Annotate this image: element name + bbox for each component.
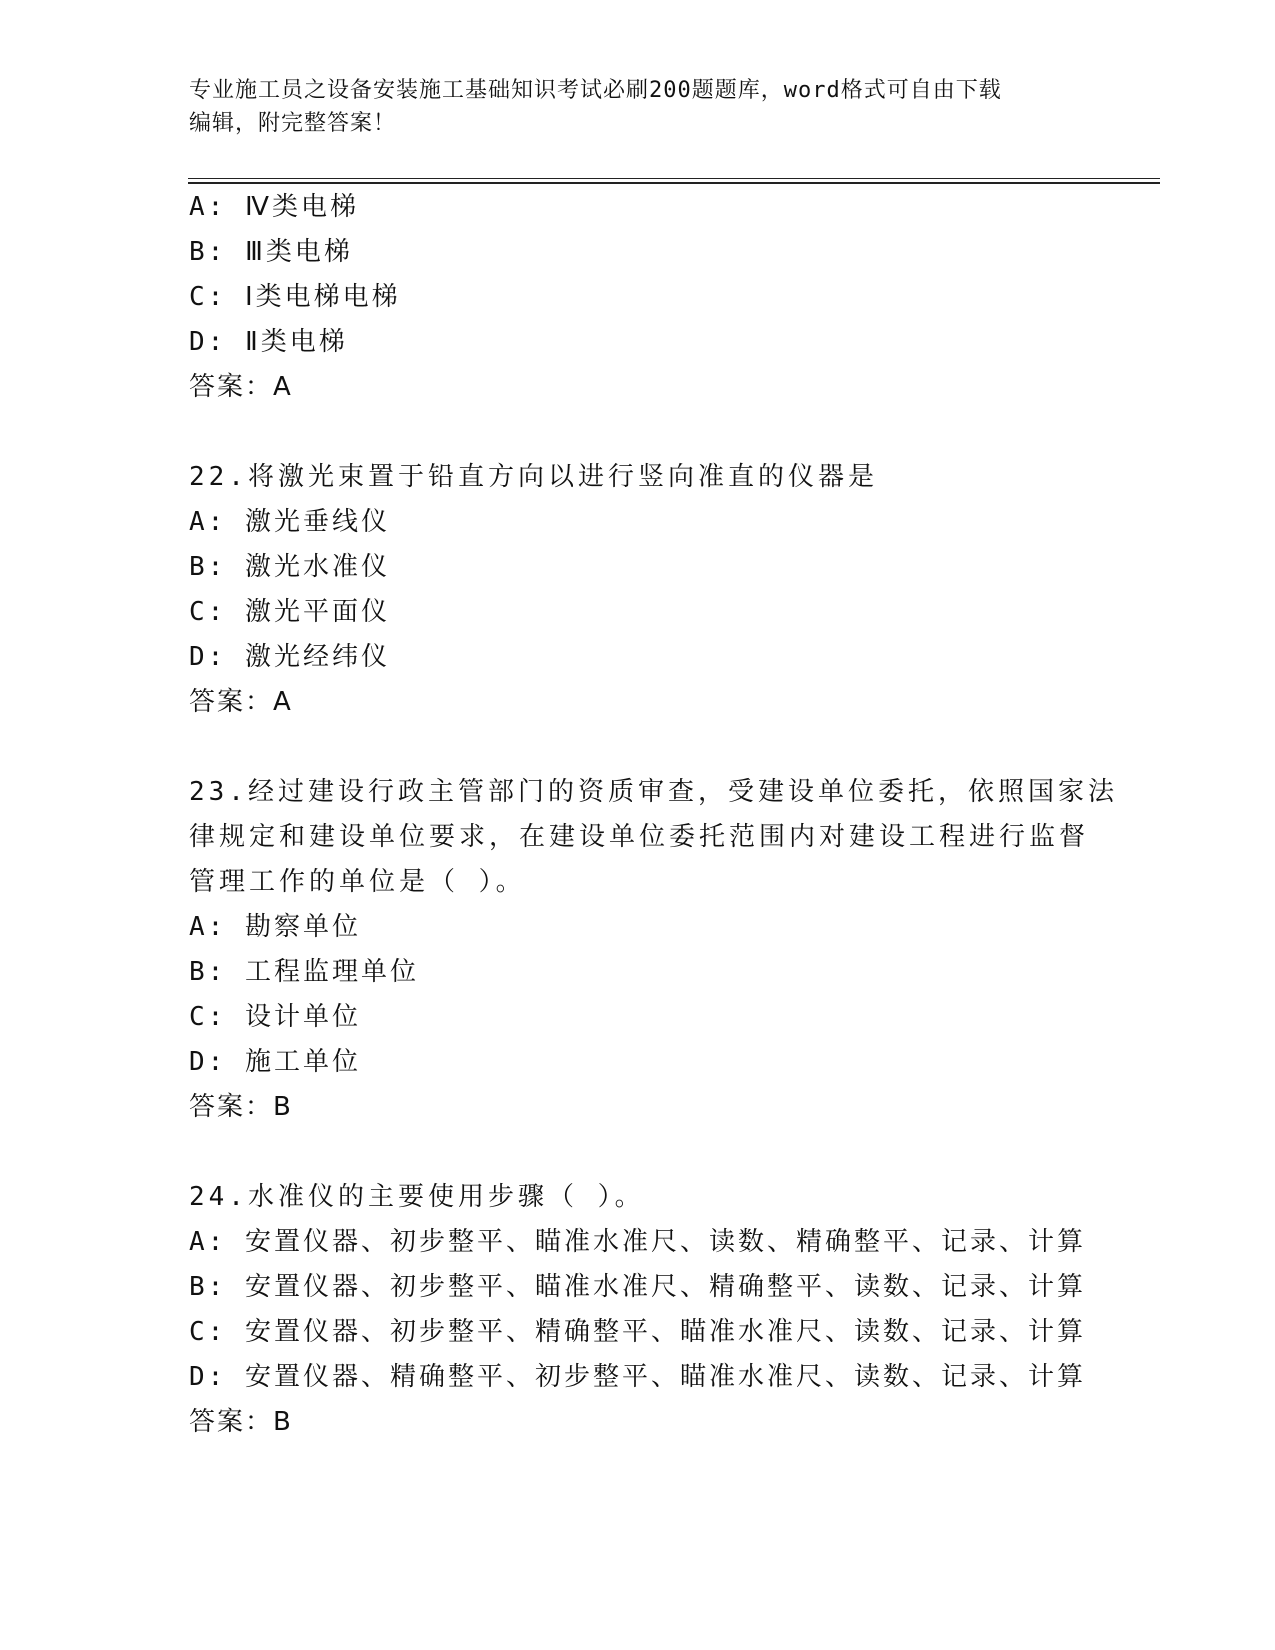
q23-question-line-2: 律规定和建设单位要求，在建设单位委托范围内对建设工程进行监督 (189, 822, 1090, 852)
q22-option-d: D: 激光经纬仪 (189, 642, 390, 672)
q23-answer: 答案：B (189, 1092, 293, 1122)
q24-question: 24.水准仪的主要使用步骤（ ）。 (189, 1182, 645, 1212)
header-line-1: 专业施工员之设备安装施工基础知识考试必刷200题题库，word格式可自由下载 (189, 78, 1002, 103)
header-divider (188, 178, 1160, 184)
q24-option-b: B: 安置仪器、初步整平、瞄准水准尺、精确整平、读数、记录、计算 (189, 1272, 1086, 1302)
q22-option-a: A: 激光垂线仪 (189, 507, 390, 537)
q22-option-c: C: 激光平面仪 (189, 597, 390, 627)
q23-option-a: A: 勘察单位 (189, 912, 361, 942)
q21-option-a: A: Ⅳ类电梯 (189, 192, 359, 222)
document-header (189, 74, 1089, 140)
q22-option-b: B: 激光水准仪 (189, 552, 390, 582)
q24-option-a: A: 安置仪器、初步整平、瞄准水准尺、读数、精确整平、记录、计算 (189, 1227, 1086, 1257)
q21-option-d: D: Ⅱ类电梯 (189, 327, 348, 357)
header-line-2: 编辑，附完整答案！ (189, 111, 397, 136)
q23-question-line-1: 23.经过建设行政主管部门的资质审查，受建设单位委托，依照国家法 (189, 777, 1118, 807)
q23-question-line-3: 管理工作的单位是（ ）。 (189, 867, 526, 897)
q21-option-b: B: Ⅲ类电梯 (189, 237, 353, 267)
q21-answer: 答案：A (189, 372, 293, 402)
q24-answer: 答案：B (189, 1407, 293, 1437)
q22-question: 22.将激光束置于铅直方向以进行竖向准直的仪器是 (189, 462, 878, 492)
q21-option-c: C: Ⅰ类电梯电梯 (189, 282, 401, 312)
q23-option-d: D: 施工单位 (189, 1047, 361, 1077)
q23-option-c: C: 设计单位 (189, 1002, 361, 1032)
q24-option-d: D: 安置仪器、精确整平、初步整平、瞄准水准尺、读数、记录、计算 (189, 1362, 1086, 1392)
q23-option-b: B: 工程监理单位 (189, 957, 419, 987)
q24-option-c: C: 安置仪器、初步整平、精确整平、瞄准水准尺、读数、记录、计算 (189, 1317, 1086, 1347)
q22-answer: 答案：A (189, 687, 293, 717)
